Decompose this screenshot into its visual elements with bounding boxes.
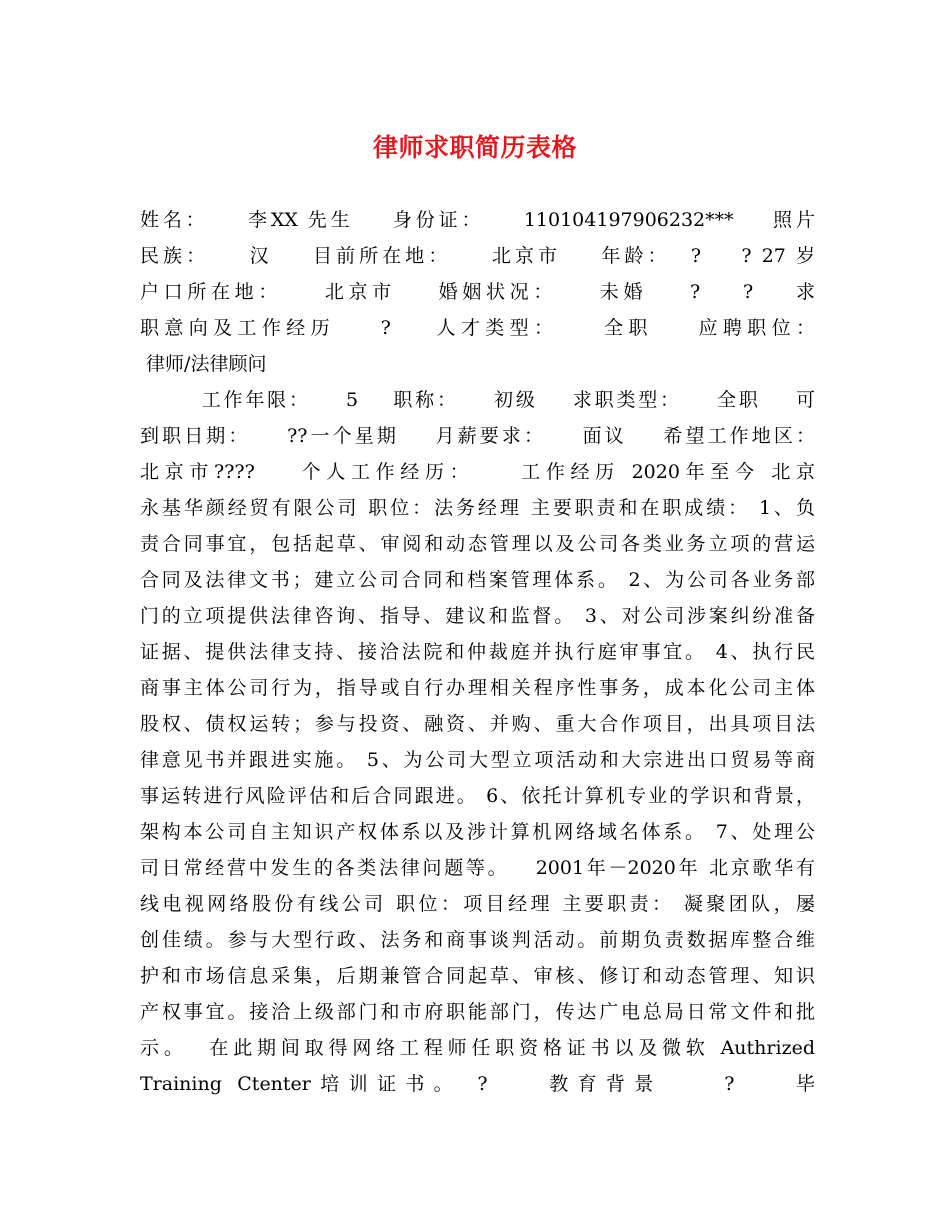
body-line: 责合同事宜，包括起草、审阅和动态管理以及公司各类业务立项的营运 bbox=[140, 533, 815, 555]
body-line: 北京市???? 个人工作经历： 工作经历 2020年至今 北京 bbox=[140, 461, 815, 483]
body-line: 门的立项提供法律咨询、指导、建议和监督。 3、对公司涉案纠纷准备 bbox=[140, 605, 815, 627]
body-line: 永基华颜经贸有限公司 职位：法务经理 主要职责和在职成绩： 1、负 bbox=[140, 497, 815, 519]
body-line: 民族： 汉 目前所在地： 北京市 年龄： ? ? 27 岁 bbox=[140, 245, 815, 267]
body-line: Training Ctenter培训证书。 ? 教育背景 ? 毕 bbox=[140, 1073, 815, 1095]
body-line: 律师/法律顾问 bbox=[140, 353, 267, 375]
body-line: 姓名： 李XX 先生 身份证： 110104197906232*** 照片 bbox=[140, 209, 815, 231]
body-line: 司日常经营中发生的各类法律问题等。 2001年－2020年 北京歌华有 bbox=[140, 857, 815, 879]
body-line: 护和市场信息采集，后期兼管合同起草、审核、修订和动态管理、知识 bbox=[140, 965, 815, 987]
document-title: 律师求职简历表格 bbox=[372, 133, 577, 162]
body-line: 工作年限： 5 职称： 初级 求职类型： 全职 可 bbox=[140, 389, 815, 411]
body-line: 户口所在地： 北京市 婚姻状况： 未婚 ? ? 求 bbox=[140, 281, 815, 303]
body-line: 架构本公司自主知识产权体系以及涉计算机网络域名体系。 7、处理公 bbox=[140, 821, 815, 843]
body-line: 证据、提供法律支持、接洽法院和仲裁庭并执行庭审事宜。 4、执行民 bbox=[140, 641, 815, 663]
body-line: 职意向及工作经历 ? 人才类型： 全职 应聘职位： bbox=[140, 317, 815, 339]
body-line: 股权、债权运转；参与投资、融资、并购、重大合作项目，出具项目法 bbox=[140, 713, 815, 735]
body-line: 创佳绩。参与大型行政、法务和商事谈判活动。前期负责数据库整合维 bbox=[140, 929, 815, 951]
body-line: 产权事宜。接洽上级部门和市府职能部门，传达广电总局日常文件和批 bbox=[140, 1001, 815, 1023]
body-line: 到职日期： ??一个星期 月薪要求： 面议 希望工作地区： bbox=[140, 425, 815, 447]
body-line: 合同及法律文书；建立公司合同和档案管理体系。 2、为公司各业务部 bbox=[140, 569, 815, 591]
body-line: 示。 在此期间取得网络工程师任职资格证书以及微软 Authrized bbox=[140, 1037, 815, 1059]
body-line: 事运转进行风险评估和后合同跟进。 6、依托计算机专业的学识和背景， bbox=[140, 785, 815, 807]
body-line: 商事主体公司行为，指导或自行办理相关程序性事务，成本化公司主体 bbox=[140, 677, 815, 699]
document-body bbox=[140, 202, 815, 1102]
body-line: 律意见书并跟进实施。 5、为公司大型立项活动和大宗进出口贸易等商 bbox=[140, 749, 815, 771]
body-line: 线电视网络股份有线公司 职位：项目经理 主要职责： 凝聚团队，屡 bbox=[140, 893, 815, 915]
